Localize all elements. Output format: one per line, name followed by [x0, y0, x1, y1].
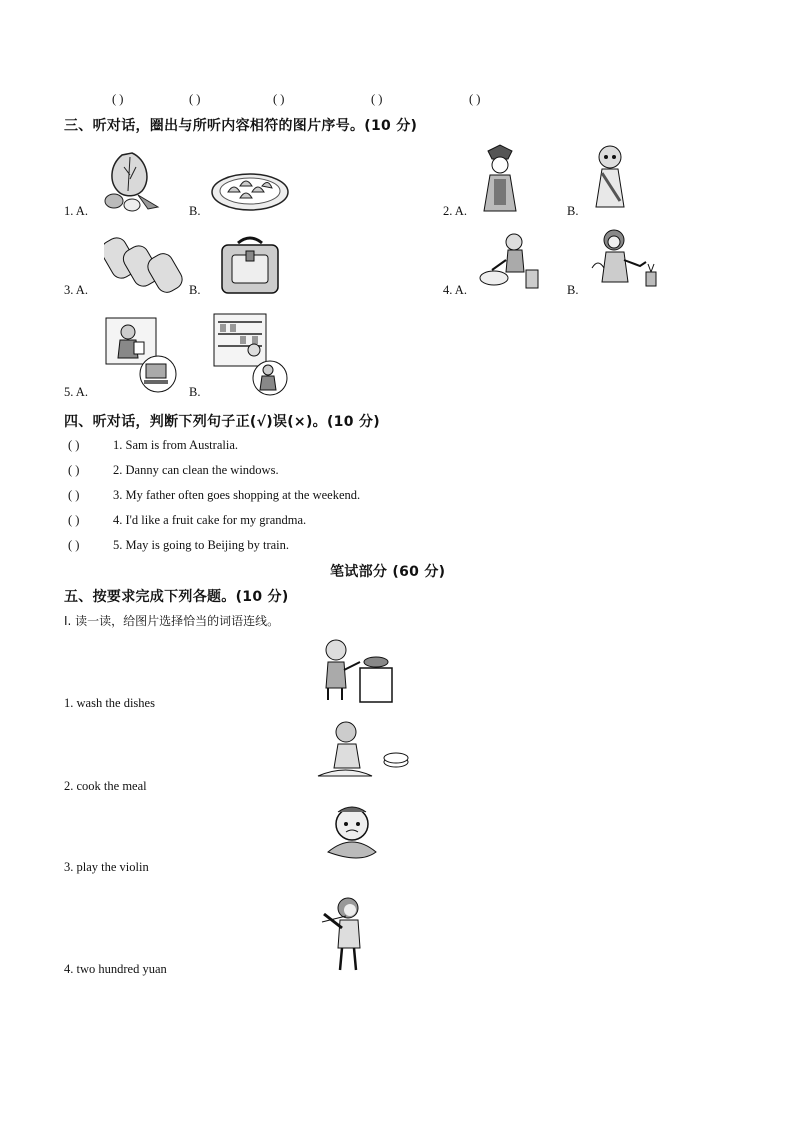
judge-sentence-1: 1. Sam is from Australia. [113, 438, 238, 452]
q5-option-a-label: 5. A. [64, 385, 88, 399]
q5-option-b-label: B. [189, 385, 201, 399]
answer-paren-5[interactable]: ( ) [469, 92, 481, 106]
man-reading-computer-picture[interactable] [104, 316, 178, 394]
opera-performer-picture[interactable] [478, 143, 522, 215]
judge-paren-2[interactable]: ( ) [68, 463, 80, 477]
q4-option-a-label: 4. A. [443, 283, 467, 297]
judge-paren-1[interactable]: ( ) [68, 438, 80, 452]
q4-option-b-label: B. [567, 283, 579, 297]
boy-cooking-picture[interactable] [322, 636, 394, 704]
judge-sentence-5: 5. May is going to Beijing by train. [113, 538, 290, 552]
girl-washing-clothes-picture[interactable] [478, 230, 542, 292]
girl-washing-dishes-picture[interactable] [316, 718, 412, 782]
schoolbag-picture[interactable] [214, 235, 286, 297]
answer-paren-3[interactable]: ( ) [273, 92, 285, 106]
written-part-title: 笔试部分 (60 分) [330, 564, 446, 580]
judge-sentence-4: 4. I'd like a fruit cake for my grandma. [113, 513, 307, 527]
q3-option-a-label: 3. A. [64, 283, 88, 297]
boy-crying-picture[interactable] [320, 802, 384, 866]
section4-heading: 四、听对话，判断下列句子正(√)误(×)。(10 分) [64, 414, 380, 430]
match-phrase-4[interactable]: 4. two hundred yuan [64, 962, 167, 976]
judge-paren-3[interactable]: ( ) [68, 488, 80, 502]
girl-watering-flowers-picture[interactable] [590, 228, 662, 292]
sneakers-picture[interactable] [104, 232, 184, 294]
boy-playing-violin-picture[interactable] [320, 894, 372, 974]
match-phrase-3[interactable]: 3. play the violin [64, 860, 149, 874]
q1-option-a-label: 1. A. [64, 204, 88, 218]
judge-sentence-3: 3. My father often goes shopping at the weekend. [113, 488, 361, 502]
q3-option-b-label: B. [189, 283, 201, 297]
section5-sub-heading: I. 读一读，给图片选择恰当的词语连线。 [64, 614, 280, 628]
judge-paren-5[interactable]: ( ) [68, 538, 80, 552]
q2-option-a-label: 2. A. [443, 204, 467, 218]
answer-paren-4[interactable]: ( ) [371, 92, 383, 106]
judge-sentence-2: 2. Danny can clean the windows. [113, 463, 279, 477]
answer-paren-2[interactable]: ( ) [189, 92, 201, 106]
answer-paren-1[interactable]: ( ) [112, 92, 124, 106]
section3-heading: 三、听对话，圈出与所听内容相符的图片序号。(10 分) [64, 118, 418, 134]
q2-option-b-label: B. [567, 204, 579, 218]
indian-girl-picture[interactable] [590, 143, 630, 213]
section5-heading: 五、按要求完成下列各题。(10 分) [64, 589, 289, 605]
dumplings-plate-picture[interactable] [210, 172, 290, 212]
shopping-supermarket-picture[interactable] [212, 312, 292, 396]
match-phrase-2[interactable]: 2. cook the meal [64, 779, 147, 793]
vegetables-picture[interactable] [102, 145, 160, 215]
judge-paren-4[interactable]: ( ) [68, 513, 80, 527]
match-phrase-1[interactable]: 1. wash the dishes [64, 696, 155, 710]
q1-option-b-label: B. [189, 204, 201, 218]
